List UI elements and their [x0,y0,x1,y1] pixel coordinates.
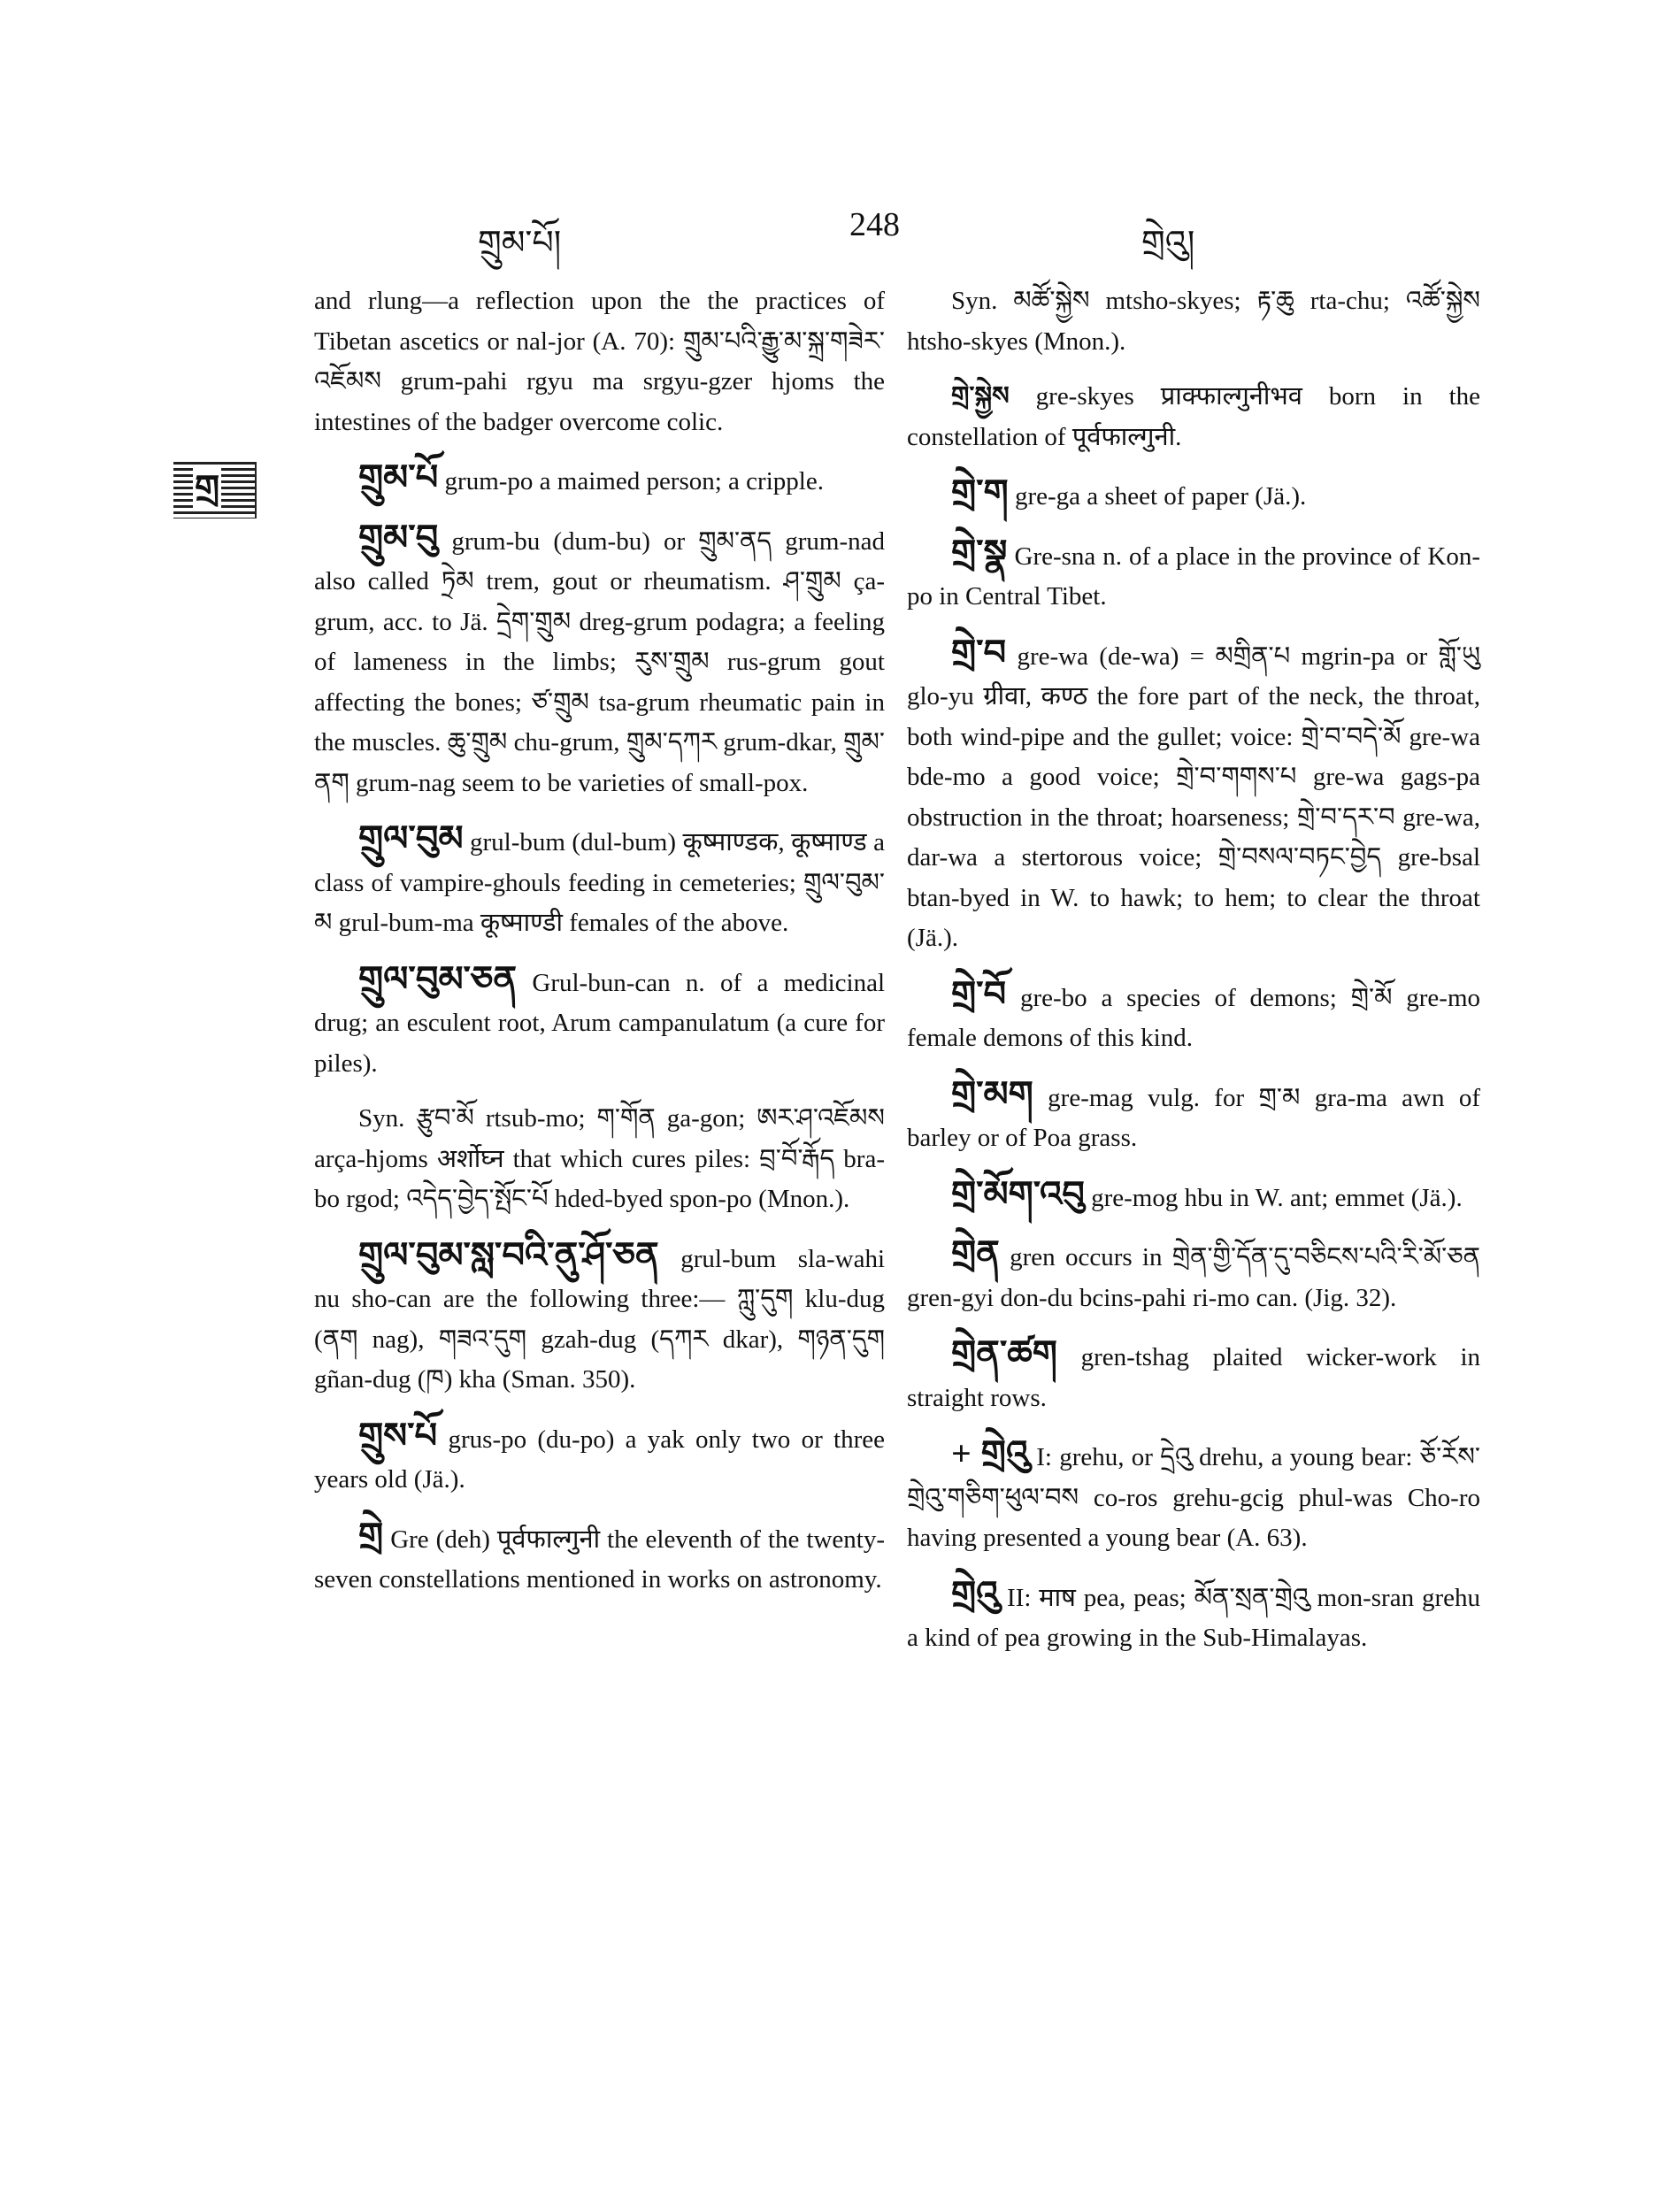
page-number: 248 [849,206,900,243]
entry-text: grul-bum (dul-bum) कूष्माण्डक, कूष्माण्ड a class of vampire-ghouls feeding in cemeteries; གྲུལ་བུམ་མ grul-bum-ma कूष्माण्डी females of the above. [314,828,885,937]
entry-text: gre-skyes प्राक्फाल्गुनीभव born in the constellation of पूर्वफाल्गुनी. [907,382,1480,451]
dictionary-entry [314,1416,885,1501]
entry-text: gren-tshag plaited wicker-work in straight rows. [907,1343,1481,1412]
dictionary-entry [907,1174,1480,1219]
entry-text: Syn. མཚོ་སྐྱེས mtsho-skyes; རྟ་ཆུ rta-chu; འཚོ་སྐྱེས htsho-skyes (Mnon.). [907,287,1480,356]
entry-headword: གྲེ་བོ [951,973,1007,1014]
dictionary-entry [314,818,885,944]
dictionary-entry [314,518,885,804]
entry-headword: གྲེ་མག [951,1073,1033,1114]
entry-text: Gre-sna n. of a place in the province of Kon-po in Central Tibet. [907,541,1481,611]
dictionary-entry [907,1433,1480,1559]
dictionary-entry [907,1333,1480,1418]
dictionary-entry [314,1516,885,1601]
entry-text: II: माष pea, peas; མོན་སྲན་གྲེའུ mon-sran grehu a kind of pea growing in the Sub-Himalayas. [907,1583,1480,1652]
dictionary-entry [907,1074,1480,1159]
entry-headword: གྲེ་ག [951,472,1009,512]
dictionary-entry [907,1233,1480,1318]
page-header [0,205,1659,262]
entry-headword: + གྲེའུ [951,1433,1029,1473]
entry-headword: གྲེ [358,1515,384,1555]
entry-headword: གྲེ་མོག་འབུ [951,1173,1085,1214]
thumb-index-letter: གྲ [195,467,220,509]
entry-text: Grul-bun-can n. of a medicinal drug; an esculent root, Arum campanulatum (a cure for piles). [314,968,885,1078]
dictionary-entry [314,281,885,442]
entry-text: gre-mag vulg. for གྲ་མ gra-ma awn of barley or of Poa grass. [907,1083,1481,1152]
entry-headword: གྲེ་བ [951,632,1007,672]
entry-text: gre-mog hbu in W. ant; emmet (Jä.). [1091,1183,1463,1212]
thumb-index-tab [173,462,257,518]
entry-headword: གྲེ་སྣ [951,532,1008,572]
entry-text: gre-wa (de-wa) = མགྲིན་པ mgrin-pa or གློ་ཡུ glo-yu ग्रीवा, कण्ठ the fore part of the neck, the throat, both wind-pipe and the gullet; voice: གྲེ་བ་བདེ་མོ gre-wa bde-mo a good voice; གྲེ་བ་གགས་པ gre-wa gags-pa obstruction in the throat; hoarseness; གྲེ་བ་དར་བ gre-wa, dar-wa a stertorous voice; གྲེ་བསལ་བཏང་བྱེད gre-bsal btan-byed in W. to hawk; to hem; to clear the throat (Jä.). [907,641,1480,952]
dictionary-entry [907,472,1480,518]
entry-headword: གྲེན [951,1233,1000,1273]
entry-headword: གྲེ་སྐྱེས [951,382,1010,411]
entry-headword: གྲུས་པོ [358,1415,438,1455]
entry-text: Gre (deh) पूर्वफाल्गुनी the eleventh of the twenty-seven constellations mentioned in works on astronomy. [314,1525,885,1594]
entry-headword: གྲུལ་བུམ་སླ་བའི་ནུ་ཤོ་ཅན [358,1234,659,1275]
dictionary-entry [907,377,1480,457]
entry-text: grum-po a maimed person; a cripple. [444,467,824,495]
entry-text: gre-bo a species of demons; གྲེ་མོ gre-mo female demons of this kind. [907,983,1480,1052]
entry-text: grus-po (du-po) a yak only two or three years old (Jä.). [314,1425,885,1494]
headword-left: གྲུམ་པོ། [478,223,562,262]
entry-headword: གྲུམ་བུ [358,517,439,557]
dictionary-entry [907,633,1480,959]
dictionary-entry [314,1099,885,1220]
dictionary-entry [314,1235,885,1401]
entry-headword: གྲེན་ཚག [951,1333,1057,1373]
entry-headword: གྲུལ་བུམ [358,818,464,858]
dictionary-entry [314,457,885,503]
entry-text: I: grehu, or དྲེའུ drehu, a young bear: ཅོ་རོས་གྲེའུ་གཅིག་ཕུལ་བས co-ros grehu-gcig phul-was Cho-ro having presented a young bear (A. 63). [907,1443,1480,1552]
entry-text: Syn. རྩུབ་མོ rtsub-mo; ག་གོན ga-gon; ཨར་ཤ་འཇོམས arça-hjoms अर्शोघ्न that which cures piles: བྲ་བོ་རྒོད bra-bo rgod; འདེད་བྱེད་སྤོང་པོ hded-byed spon-po (Mnon.). [314,1104,885,1213]
entry-text: grul-bum sla-wahi nu sho-can are the following three:— ཀླུ་དུག klu-dug (ནག nag), གཟའ་དུག gzah-dug (དཀར dkar), གཉན་དུག gñan-dug (ཁ) kha (Sman. 350). [314,1244,885,1394]
right-column [907,281,1480,1674]
entry-headword: གྲེའུ [951,1573,1000,1614]
entry-headword: གྲུམ་པོ [358,457,439,497]
left-column [314,281,885,1616]
dictionary-entry [907,974,1480,1059]
headword-right: གྲེའུ། [1141,223,1195,262]
entry-text: gre-ga a sheet of paper (Jä.). [1014,482,1307,511]
entry-text: grum-bu (dum-bu) or གྲུམ་ནད grum-nad also called ཏྲེམ trem, gout or rheumatism. ཤ་གྲུམ ça-grum, acc. to Jä. དྲེག་གྲུམ dreg-grum podagra; a feeling of lameness in the limbs; རུས་གྲུམ rus-grum gout affecting the bones; ཙ་གྲུམ tsa-grum rheumatic pain in the muscles. ཆུ་གྲུམ chu-grum, གྲུམ་དཀར grum-dkar, གྲུམ་ནག grum-nag seem to be varieties of small-pox. [314,526,885,797]
entry-text: and rlung—a reflection upon the the practices of Tibetan ascetics or nal-jor (A. 70): གྲུམ་པའི་རྒྱུ་མ་སྐྲ་གཟེར་འཇོམས grum-pahi rgyu ma srgyu-gzer hjoms the intestines of the badger overcome colic. [314,287,885,436]
dictionary-entry [907,1574,1480,1659]
entry-text: gren occurs in གྲེན་གྱི་དོན་དུ་བཅིངས་པའི་རི་མོ་ཅན gren-gyi don-du bcins-pahi ri-mo can. (Jig. 32). [907,1243,1481,1312]
entry-headword: གྲུལ་བུམ་ཅན [358,958,518,999]
dictionary-entry [907,533,1480,618]
dictionary-entry [907,281,1480,362]
dictionary-entry [314,959,885,1085]
